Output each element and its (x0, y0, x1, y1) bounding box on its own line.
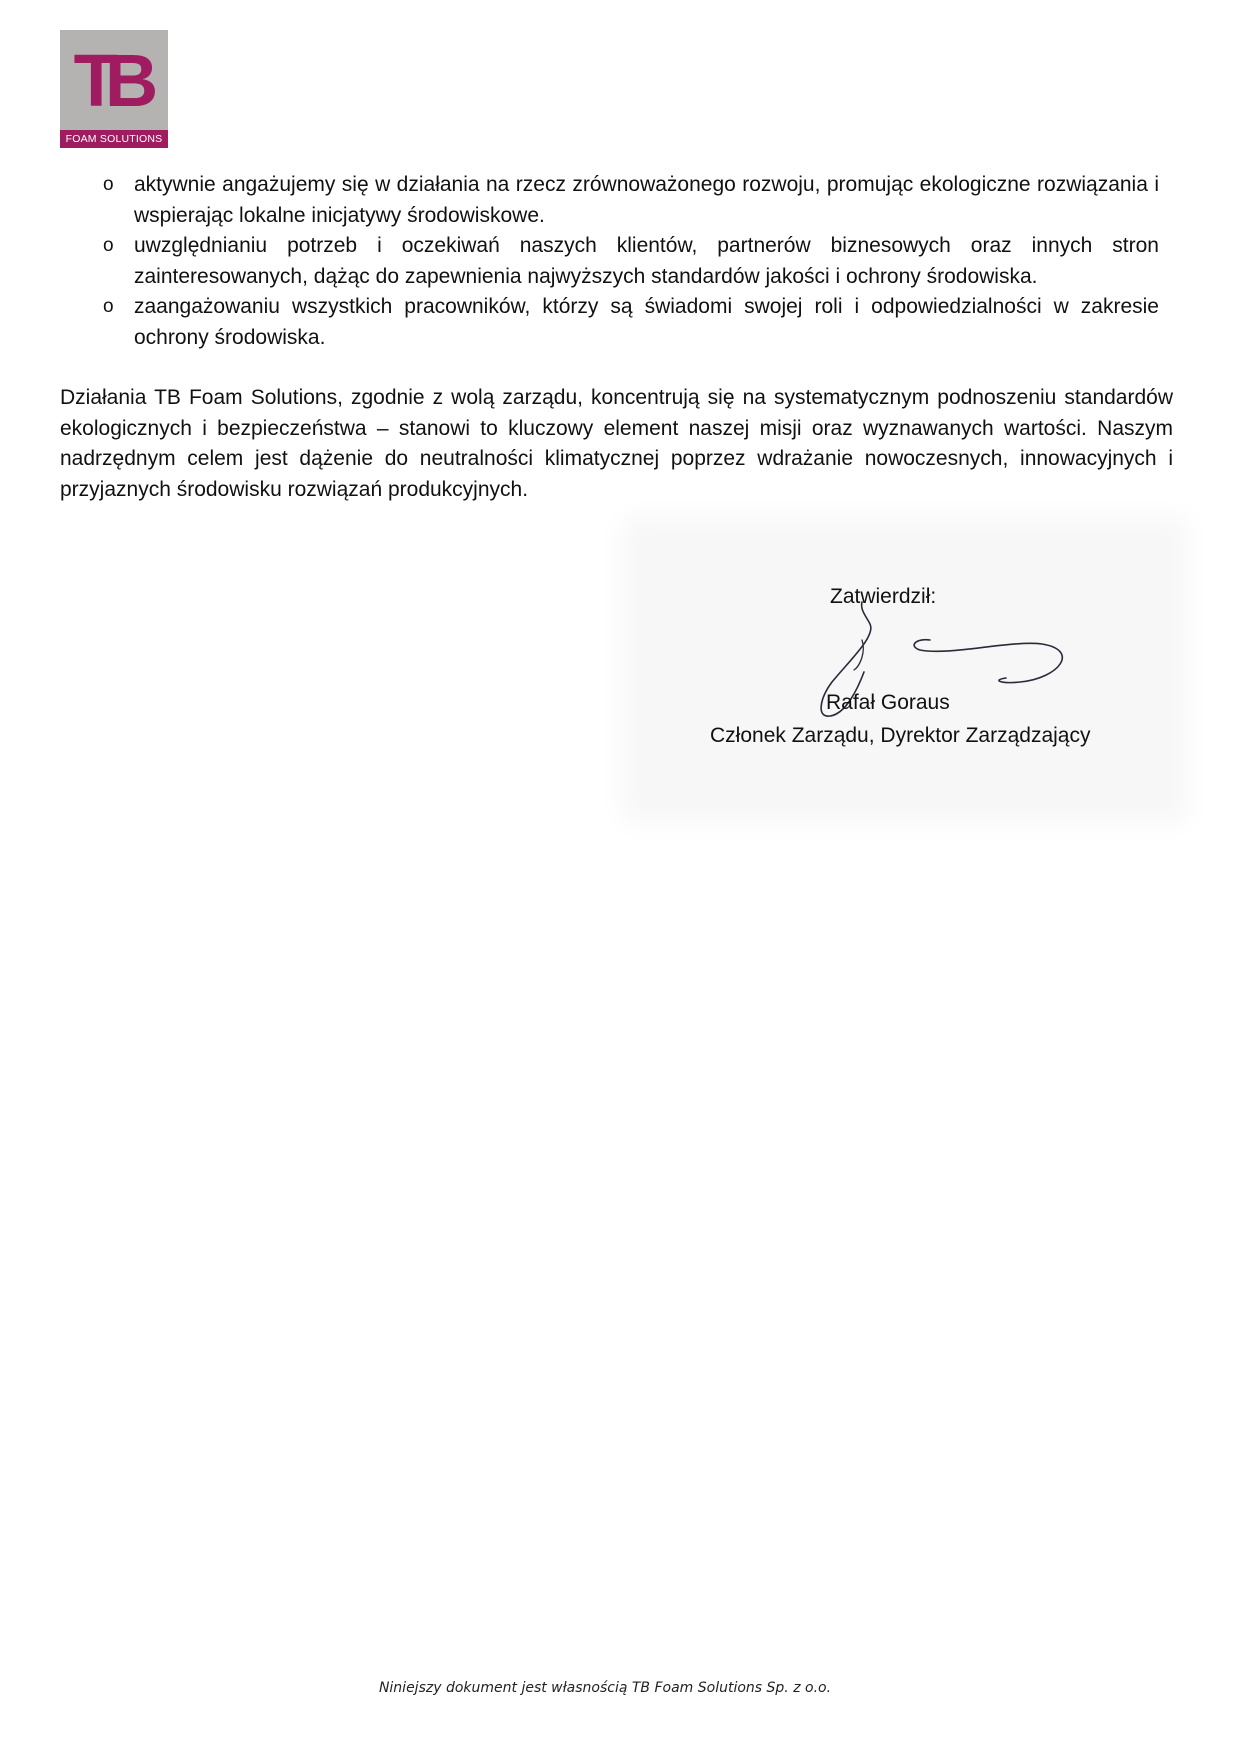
document-footer: Niniejszy dokument jest własnością TB Foam Solutions Sp. z o.o. (378, 1680, 832, 1696)
approval-stamp (640, 535, 1170, 805)
list-item (101, 231, 1159, 292)
list-item-text: uwzględnianiu potrzeb i oczekiwań naszych klientów, partnerów biznesowych oraz innych stron zainteresowanych, dążąc do zapewnienia najwyższych standardów jakości i ochrony środowiska. (134, 234, 1159, 288)
policy-paragraph: Działania TB Foam Solutions, zgodnie z wolą zarządu, koncentrują się na systematycznym podnoszeniu standardów ekologicznych i bezpieczeństwa – stanowi to kluczowy element naszej misji oraz wyznawanych wartości. Naszym nadrzędnym celem jest dążenie do neutralności klimatycznej poprzez wdrażanie nowoczesnych, innowacyjnych i przyjaznych środowisku rozwiązań produkcyjnych. (60, 386, 1173, 501)
list-item-text: zaangażowaniu wszystkich pracowników, którzy są świadomi swojej roli i odpowiedzialności w zakresie ochrony środowiska. (134, 295, 1159, 349)
list-item-text: aktywnie angażujemy się w działania na rzecz zrównoważonego rozwoju, promując ekologiczne rozwiązania i wspierając lokalne inicjatywy środowiskowe. (134, 173, 1159, 227)
logo-mark: TB (73, 38, 145, 122)
bullet-marker: o (103, 235, 114, 256)
signatory-role: Członek Zarządu, Dyrektor Zarządzający (710, 724, 1091, 747)
logo-subtitle: FOAM SOLUTIONS (60, 130, 168, 148)
list-item (101, 170, 1159, 231)
list-item (101, 292, 1159, 353)
policy-bullet-list (101, 170, 1159, 353)
approval-label: Zatwierdził: (830, 585, 937, 608)
bullet-marker: o (103, 296, 114, 317)
signatory-name: Rafał Goraus (826, 691, 950, 714)
bullet-marker: o (103, 174, 114, 195)
company-logo (60, 30, 168, 148)
